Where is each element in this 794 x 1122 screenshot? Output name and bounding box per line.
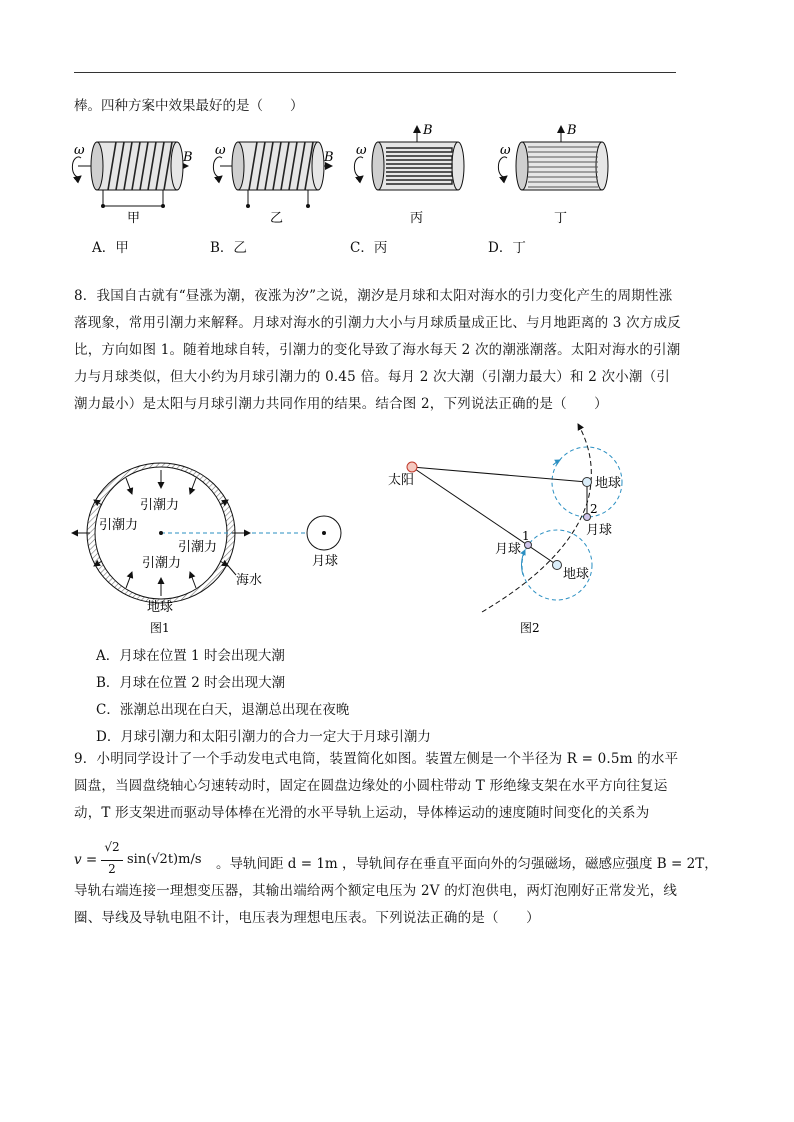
q9-continuation: 导轨右端连接一理想变压器，其输出端给两个额定电压为 2V 的灯泡供电，两灯泡刚好正常发光，线圈、导线及导轨电阻不计，电压表为理想电压表。下列说法正确的是（ ）	[74, 883, 678, 926]
q8-option-d[interactable]: D．月球引潮力和太阳引潮力的合力一定大于月球引潮力	[96, 729, 431, 745]
q8-stem: 8．我国自古就有“昼涨为潮，夜涨为汐”之说，潮汐是月球和太阳对海水的引力变化产生的周期性涨落现象，常用引潮力来解释。月球对海水的引潮力大小与月球质量成正比、与月地距离的 3 次方成反比，方向如图 1。随着地球自转，引潮力的变化导致了海水每天 2 次的潮涨潮落。太阳对海水的引潮力与月球类似，但大小约为月球引潮力的 0.45 倍。每月 2 次大潮（引潮力最大）和 2 次小潮（引潮力最小）是太阳与月球引潮力共同作用的结果。结合图 2，下列说法正确的是（ ）	[74, 288, 681, 412]
q8-figure-1	[60, 430, 360, 640]
q8-option-a[interactable]: A．月球在位置 1 时会出现大潮	[96, 648, 285, 664]
position-2: 2	[590, 502, 598, 516]
b-label: B	[183, 150, 193, 165]
cylinder-yi	[213, 142, 333, 226]
b-label: B	[423, 123, 433, 138]
cylinder-ding	[498, 123, 608, 226]
q8-option-b[interactable]: B．月球在位置 2 时会出现大潮	[96, 675, 286, 691]
q7-stem-tail: 棒。四种方案中效果最好的是（ ）	[74, 98, 304, 114]
formula-numerator: √2	[104, 840, 120, 854]
omega-label: ω	[215, 143, 226, 158]
caption-ding: 丁	[554, 211, 568, 226]
caption-yi: 乙	[270, 211, 284, 226]
omega-label: ω	[74, 143, 85, 158]
tidal-label-bottom: 引潮力	[142, 556, 182, 571]
fraction-bar	[101, 860, 123, 861]
cylinder-jia	[72, 142, 192, 226]
fig2-caption: 图2	[520, 621, 540, 635]
tidal-label-left: 引潮力	[99, 518, 139, 533]
b-label: B	[567, 123, 577, 138]
sun-label: 太阳	[388, 473, 415, 488]
q7-option-d[interactable]: D．丁	[488, 240, 526, 256]
formula-v: v =	[74, 852, 98, 868]
formula-denominator: 2	[108, 862, 116, 876]
q7-option-a[interactable]: A．甲	[92, 240, 129, 256]
caption-jia: 甲	[127, 211, 141, 226]
moon-label: 月球	[312, 554, 339, 569]
fig1-caption: 图1	[150, 621, 170, 635]
earth-label-1: 地球	[595, 476, 622, 491]
tidal-label-right: 引潮力	[178, 540, 218, 555]
tidal-label-top: 引潮力	[140, 498, 180, 513]
position-1: 1	[522, 529, 530, 543]
formula-tail: 。导轨间距 d = 1m ，导轨间存在垂直平面向外的匀强磁场，磁感应强度 B = 2T，	[216, 856, 718, 872]
q7-option-c[interactable]: C．丙	[350, 240, 388, 256]
moon-label-1: 月球	[495, 542, 522, 557]
header-rule	[74, 72, 676, 73]
q8-option-c[interactable]: C．涨潮总出现在白天，退潮总出现在夜晚	[96, 702, 350, 718]
formula-sin: sin(√2t)m/s	[127, 852, 202, 867]
omega-label: ω	[500, 143, 511, 158]
q8-figure-2	[380, 418, 660, 638]
b-label: B	[324, 150, 334, 165]
cylinder-bing	[354, 123, 464, 226]
q9-stem: 9．小明同学设计了一个手动发电式电筒，装置简化如图。装置左侧是一个半径为 R = 0.5m 的水平圆盘，当圆盘绕轴心匀速转动时，固定在圆盘边缘处的小圆柱带动 T 形绝缘支架在水平方向往复运动，T 形支架进而驱动导体棒在光滑的水平导轨上运动，导体棒运动的速度随时间变化的关系为	[74, 751, 679, 821]
caption-bing: 丙	[410, 211, 424, 226]
earth-label-2: 地球	[563, 567, 590, 582]
q7-option-b[interactable]: B．乙	[210, 240, 247, 256]
sea-label: 海水	[236, 573, 263, 588]
earth-label: 地球	[147, 600, 174, 615]
omega-label: ω	[356, 143, 367, 158]
moon-label-2: 月球	[586, 523, 613, 538]
